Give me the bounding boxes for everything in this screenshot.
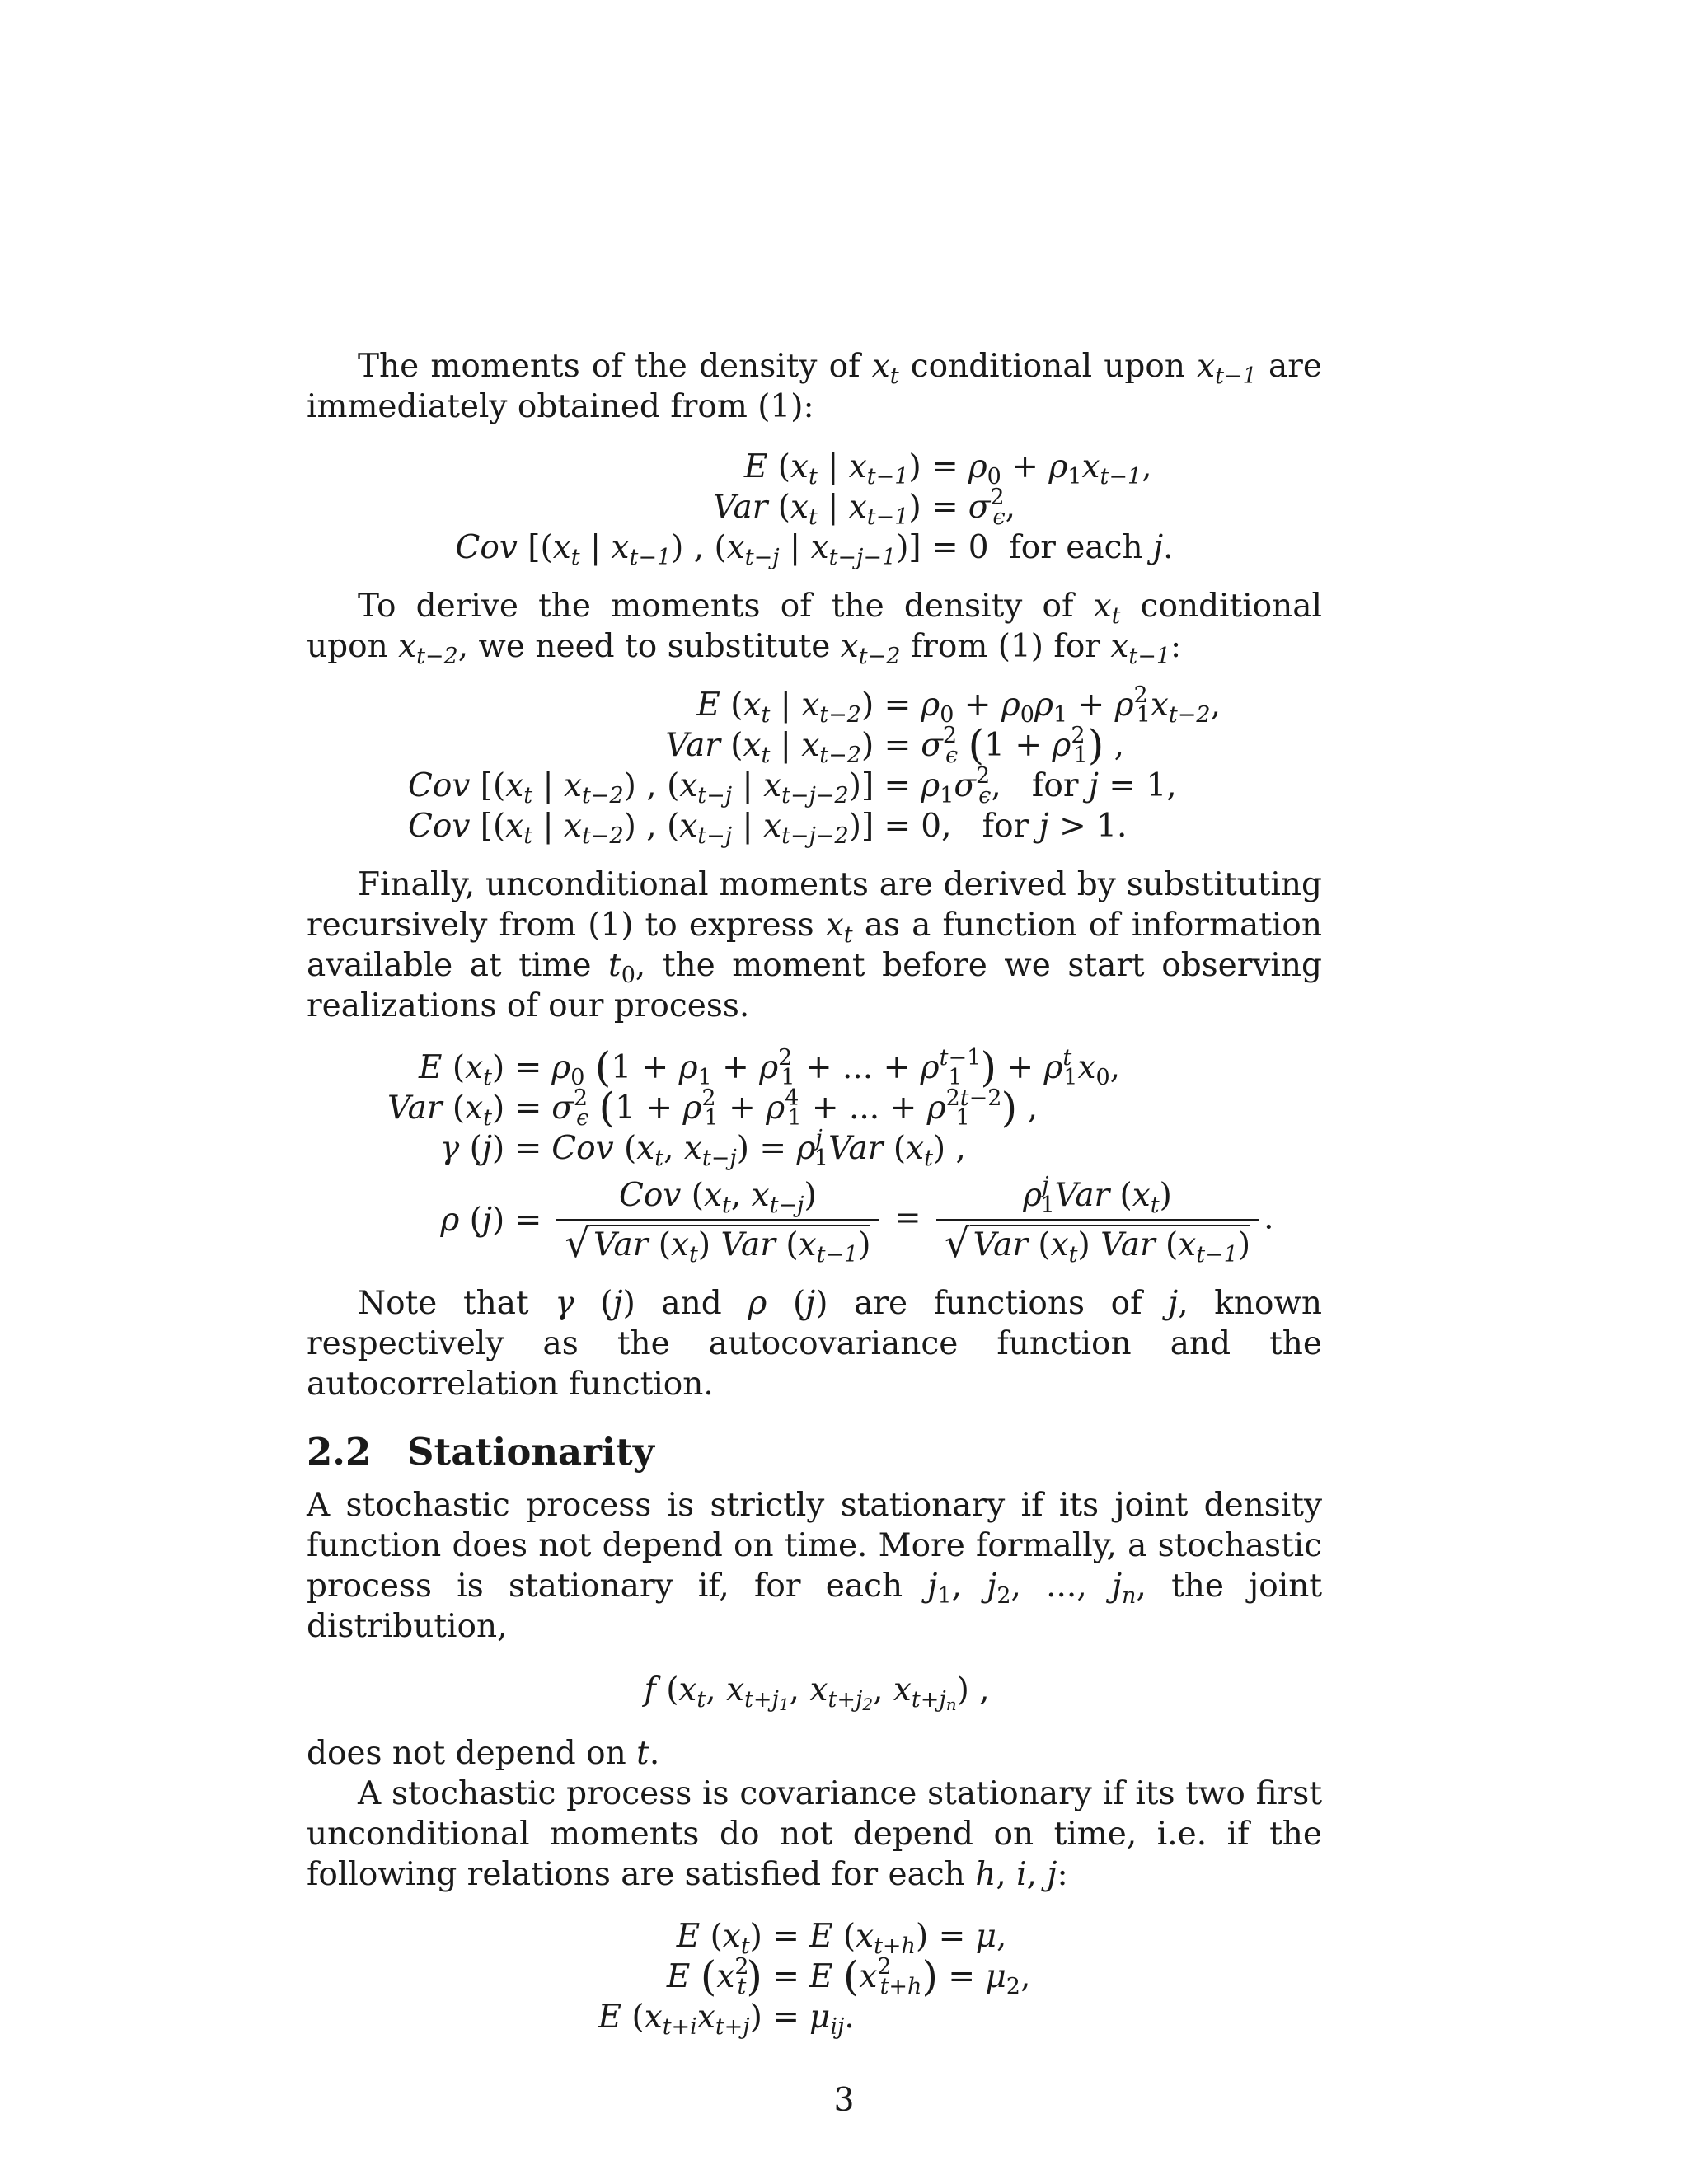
equations-stationarity: E $(x_t)$ = E $(x_{t+h}) = \mu$, E $(x^2_t)$ = E $(x^2_{t+h}) = \mu_2$, E $(x_{t+i}x_{t+j})$ = $\mu_{ij}$. bbox=[598, 1918, 1031, 2040]
section-title: Stationarity bbox=[407, 1430, 654, 1474]
equations-unconditional: E $(x_t)$ = $\rho_0$ ($1 + \rho_1 + \rho^2_1$ + ... + $\rho^{t-1}_1$ ) + $\rho^t_1x_0$, Var $(x_t)$ = $\sigma^2_\epsilon$ ($1 + \rho^2_1 + \rho^4_1$ + ... + $\rho^{2t-2}_1$ ) , γ (j) = Cov ($x_t$, $x_{t-j}) = \rho^j_1Var$ $(x_t)$ , ρ (j) = $\frac{Cov (x_t, x_{t-j})}{√ Var (x_t) Var (x_{t-1})}$ = $\frac{\rho^j_1Var (x_t)}{√ Var (x_t) Var (x_{t-1})}$ . bbox=[387, 1043, 1274, 1268]
paragraph-conditional-moments: The moments of the density of $x_t$ conditional upon $x_{t-1}$ are immediately obtained from (1): bbox=[307, 348, 1322, 425]
section-heading bbox=[307, 1429, 1322, 1475]
paragraph-substitution: To derive the moments of the density of $x_t$ conditional upon $x_{t-2}$, we need to substitute $x_{t-2}$ from (1) for $x_{t-1}$: bbox=[307, 588, 1322, 669]
paragraph-unconditional: Finally, unconditional moments are derived by substituting recursively from (1) to express $x_t$ as a function of information available at time $t_0$, the moment before we start observing realizations of our process. bbox=[307, 866, 1322, 1024]
paragraph-note-functions: Note that γ (j) and ρ (j) are functions of j, known respectively as the autocovariance function and the autocorrelation function. bbox=[307, 1285, 1322, 1403]
paragraph-covariance-stationarity: A stochastic process is covariance stationary if its two first unconditional moments do not depend on time, i.e. if the following relations are satisfied for each h, i, j: bbox=[307, 1775, 1322, 1893]
equations-conditional-t2: E ($x_t$ | $x_{t-2}$) = $\rho_0 + \rho_0\rho_1 + \rho^2_1x_{t-2}$, Var ($x_t$ | $x_{t-2}$) = $\sigma^2_\epsilon$ $(1 + \rho^2_1)$ , Cov [($x_t$ | $x_{t-2}$) , ($x_{t-j}$ | $x_{t-j-2}$)] = $\rho_1\sigma^2_\epsilon$, for j = 1, Cov [($x_t$ | $x_{t-2}$) , ($x_{t-j}$ | $x_{t-j-2}$)] = 0, for j > 1. bbox=[408, 682, 1221, 849]
paragraph-not-depend: does not depend on t. bbox=[307, 1735, 660, 1772]
page-number: 3 bbox=[833, 2082, 855, 2119]
paragraph-strict-stationarity: A stochastic process is strictly stationary if its joint density function does not depend on time. More formally, a stochastic process is stationary if, for each $j_1$, $j_2$, ..., $j_n$, the joint distribution, bbox=[307, 1487, 1323, 1645]
autocorrelation-fraction-left: $\frac{Cov (x_t, x_{t-j})}{√ Var (x_t) Var (x_{t-1})}$ bbox=[556, 1175, 879, 1265]
equation-joint-distribution: f ($x_t$, $x_{t+j_1}$, $x_{t+j_2}$, $x_{t+j_n}$) , bbox=[644, 1671, 990, 1714]
autocorrelation-fraction-right: $\frac{\rho^j_1Var (x_t)}{√ Var (x_t) Var (x_{t-1})}$ bbox=[936, 1175, 1259, 1265]
page-body bbox=[307, 346, 1323, 2040]
section-number: 2.2 bbox=[307, 1430, 372, 1474]
equations-conditional-t1: E ($x_t$ | $x_{t-1}$) = $\rho_0 + \rho_1x_{t-1}$, Var ($x_t$ | $x_{t-1}$) = $\sigma^2_\epsilon$, Cov [($x_t$ | $x_{t-1}$) , ($x_{t-j}$ | $x_{t-j-1}$)] = 0 for each j. bbox=[455, 448, 1174, 570]
